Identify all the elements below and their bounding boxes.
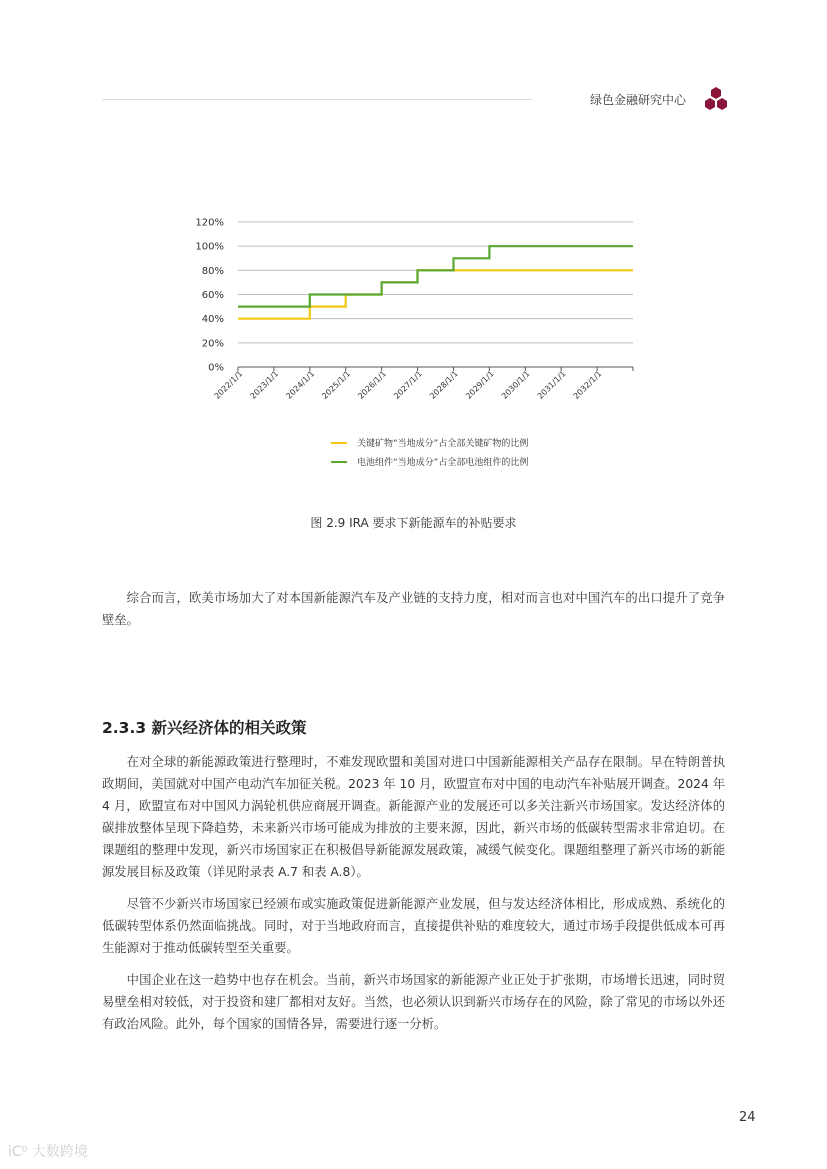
series-line-battery xyxy=(238,246,633,306)
section-title: 2.3.3 新兴经济体的相关政策 xyxy=(102,719,307,737)
chart-series xyxy=(238,246,633,319)
legend-swatch-battery xyxy=(331,461,347,463)
legend-item-battery xyxy=(331,455,528,468)
paragraph-challenges: 尽管不少新兴市场国家已经颁布或实施政策促进新能源产业发展，但与发达经济体相比，形成成熟、系统化的低碳转型体系仍然面临挑战。同时，对于当地政府而言，直接提供补贴的难度较大，通过市场手段提供低成本可再生能源对于推动低碳转型至关重要。 xyxy=(102,897,725,955)
logo-hex-top xyxy=(711,87,721,99)
y-tick-label: 60% xyxy=(201,290,224,301)
x-tick-label: 2024/1/1 xyxy=(284,369,317,401)
y-tick-label: 0% xyxy=(208,362,224,374)
y-tick-label: 120% xyxy=(195,217,224,229)
ira-subsidy-chart xyxy=(0,205,827,435)
page-number: 24 xyxy=(739,1110,756,1125)
legend-item-minerals xyxy=(331,436,528,449)
x-tick-label: 2023/1/1 xyxy=(248,369,281,401)
x-tick-label: 2030/1/1 xyxy=(499,369,532,401)
paragraph-opportunities: 中国企业在这一趋势中也存在机会。当前，新兴市场国家的新能源产业正处于扩张期，市场增长迅速，同时贸易壁垒相对较低，对于投资和建厂都相对友好。当然，也必须认识到新兴市场存在的风险，除了常见的市场以外还有政治风险。此外，每个国家的国情各异，需要进行逐一分析。 xyxy=(102,973,725,1031)
chart-grid xyxy=(238,222,633,367)
x-tick-label: 2032/1/1 xyxy=(571,369,604,401)
hexagon-logo-icon xyxy=(704,86,728,112)
x-tick-label: 2026/1/1 xyxy=(356,369,389,401)
x-tick-label: 2025/1/1 xyxy=(320,369,353,401)
paragraph-policy: 在对全球的新能源政策进行整理时，不难发现欧盟和美国对进口中国新能源相关产品存在限制。早在特朗普执政期间，美国就对中国产电动汽车加征关税。2023 年 10 月，欧盟宣布对中国的电动汽车补贴展开调查。2024 年 4 月，欧盟宣布对中国风力涡轮机供应商展开调查。新能源产业的发展还可以多关注新兴市场国家。发达经济体的碳排放整体呈现下降趋势，未来新兴市场可能成为排放的主要来源，因此，新兴市场的低碳转型需求非常迫切。在课题组的整理中发现，新兴市场国家正在积极倡导新能源发展政策，减缓气候变化。课题组整理了新兴市场的新能源发展目标及政策（详见附录表 A.7 和表 A.8）。 xyxy=(102,755,725,879)
y-tick-label: 80% xyxy=(201,265,224,277)
figure-caption: 图 2.9 IRA 要求下新能源车的补贴要求 xyxy=(310,516,517,530)
logo-hex-left xyxy=(705,98,715,110)
legend-label-battery: 电池组件“当地成分”占全部电池组件的比例 xyxy=(357,458,529,468)
header-org-name: 绿色金融研究中心 xyxy=(590,93,687,107)
chart-y-ticks xyxy=(195,218,224,374)
x-tick-label: 2022/1/1 xyxy=(212,369,245,401)
watermark: iC⁰ 大数跨境 xyxy=(8,1144,88,1160)
x-tick-label: 2028/1/1 xyxy=(428,369,460,401)
y-tick-label: 100% xyxy=(195,241,224,253)
x-tick-label: 2031/1/1 xyxy=(535,369,568,401)
legend-swatch-minerals xyxy=(331,442,347,444)
legend-label-minerals: 关键矿物“当地成分”占全部关键矿物的比例 xyxy=(357,439,529,449)
logo-hex-right xyxy=(717,98,727,110)
y-tick-label: 40% xyxy=(201,314,224,326)
chart-x-ticks xyxy=(213,367,633,401)
paragraph-summary: 综合而言，欧美市场加大了对本国新能源汽车及产业链的支持力度，相对而言也对中国汽车的出口提升了竞争壁垒。 xyxy=(102,591,725,627)
x-tick-label: 2029/1/1 xyxy=(464,369,496,401)
header-rule xyxy=(102,99,532,100)
x-tick-label: 2027/1/1 xyxy=(392,369,424,401)
y-tick-label: 20% xyxy=(201,338,224,350)
